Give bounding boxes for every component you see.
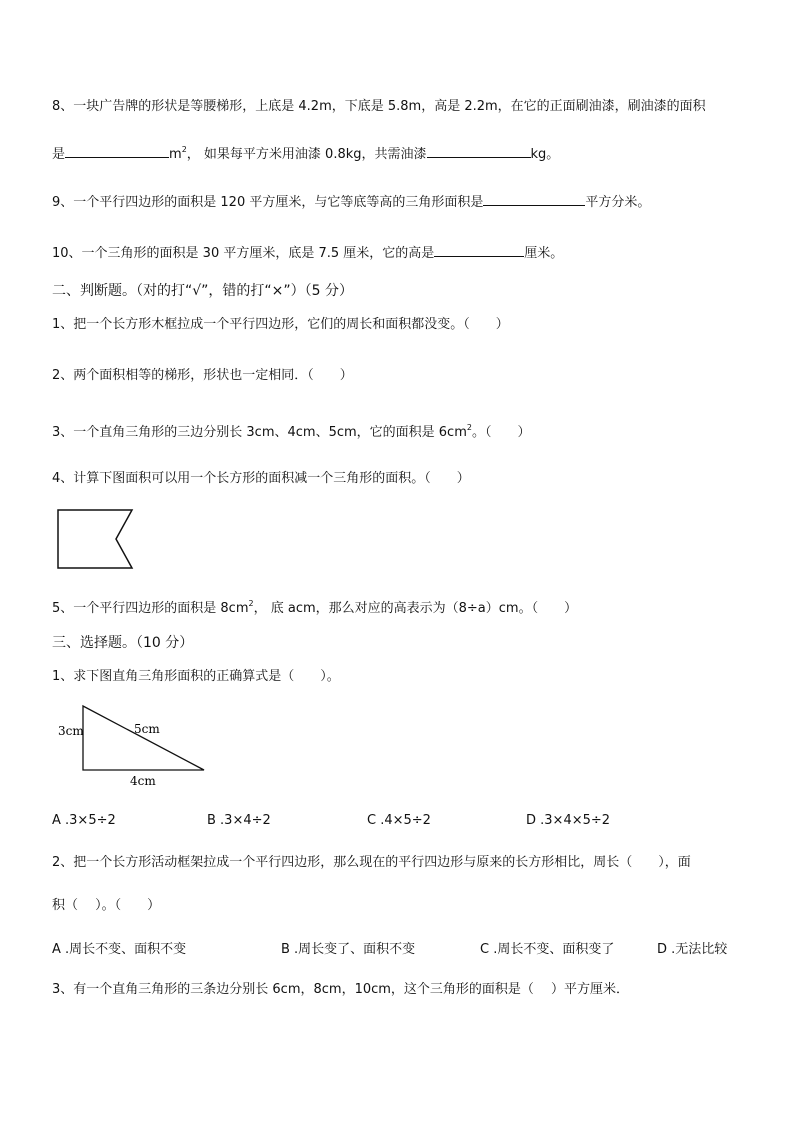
q8-line2	[52, 141, 559, 164]
mc2-option-c[interactable]: C .周长不变、面积变了	[480, 942, 615, 957]
triangle-label-left: 3cm	[58, 724, 84, 738]
triangle-label-hypotenuse: 5cm	[134, 722, 160, 736]
q10-blank[interactable]	[434, 243, 524, 257]
q9-blank[interactable]	[483, 192, 585, 206]
mc-question-2-line2: 积（ ）。（ ）	[52, 898, 161, 913]
flag-shape-figure	[56, 506, 136, 572]
mc2-option-d[interactable]: D .无法比较	[657, 942, 728, 957]
mc1-option-d[interactable]: D .3×4×5÷2	[526, 813, 611, 828]
mc-question-1: 1、求下图直角三角形面积的正确算式是（ ）。	[52, 669, 340, 684]
mc1-option-a[interactable]: A .3×5÷2	[52, 813, 116, 828]
mc-question-2-line1: 2、把一个长方形活动框架拉成一个平行四边形，那么现在的平行四边形与原来的长方形相比，周长（ ），面	[52, 855, 691, 870]
mc2-option-b[interactable]: B .周长变了、面积不变	[281, 942, 416, 957]
tf5-text: 5、一个平行四边形的面积是 8cm	[52, 601, 249, 616]
tf-question-5	[52, 595, 577, 618]
q9-suffix: 平方分米。	[585, 195, 651, 210]
right-triangle-figure	[54, 700, 214, 790]
mc2-option-a[interactable]: A .周长不变、面积不变	[52, 942, 187, 957]
tf3-exp: 2	[466, 423, 472, 432]
mc-question-3: 3、有一个直角三角形的三条边分别长 6cm，8cm，10cm，这个三角形的面积是（ ）平方厘米．	[52, 982, 630, 997]
q10-line	[52, 243, 563, 263]
mc1-option-c[interactable]: C .4×5÷2	[367, 813, 431, 828]
tf5-suffix: ， 底 acm，那么对应的高表示为（8÷a）cm。（ ）	[253, 601, 578, 616]
tf-question-1: 1、把一个长方形木框拉成一个平行四边形，它们的周长和面积都没变。（ ）	[52, 317, 509, 332]
q8-line2-mid: ， 如果每平方米用油漆 0.8kg，共需油漆	[186, 147, 427, 162]
triangle-label-bottom: 4cm	[130, 774, 156, 788]
q8-line1: 8、一块广告牌的形状是等腰梯形，上底是 4.2m，下底是 5.8m，高是 2.2m，在它的正面刷油漆，刷油漆的面积	[52, 99, 706, 114]
tf-question-4: 4、计算下图面积可以用一个长方形的面积减一个三角形的面积。（ ）	[52, 471, 470, 486]
tf5-exp: 2	[248, 599, 254, 608]
q8-line2-suffix: kg。	[530, 147, 560, 162]
q9-line	[52, 192, 650, 212]
q8-unit-exp: 2	[181, 145, 187, 154]
q9-text: 9、一个平行四边形的面积是 120 平方厘米，与它等底等高的三角形面积是	[52, 195, 484, 210]
q8-paint-blank[interactable]	[427, 144, 531, 158]
tf3-text: 3、一个直角三角形的三边分别长 3cm、4cm、5cm，它的面积是 6cm	[52, 425, 467, 440]
q10-text: 10、一个三角形的面积是 30 平方厘米，底是 7.5 厘米，它的高是	[52, 246, 435, 261]
q10-suffix: 厘米。	[524, 246, 564, 261]
section3-title: 三、选择题。（10 分）	[52, 635, 194, 651]
q8-area-blank[interactable]	[65, 144, 169, 158]
section2-title: 二、判断题。（对的打“√”，错的打“×”）（5 分）	[52, 283, 354, 299]
tf-question-2: 2、两个面积相等的梯形，形状也一定相同．（ ）	[52, 368, 353, 383]
tf3-suffix: 。（ ）	[471, 425, 531, 440]
flag-shape-outline	[58, 510, 132, 568]
q8-unit: m	[169, 147, 182, 162]
right-triangle-outline	[83, 706, 204, 770]
q8-line2-prefix: 是	[52, 147, 66, 162]
tf-question-3	[52, 419, 530, 442]
mc1-option-b[interactable]: B .3×4÷2	[207, 813, 271, 828]
